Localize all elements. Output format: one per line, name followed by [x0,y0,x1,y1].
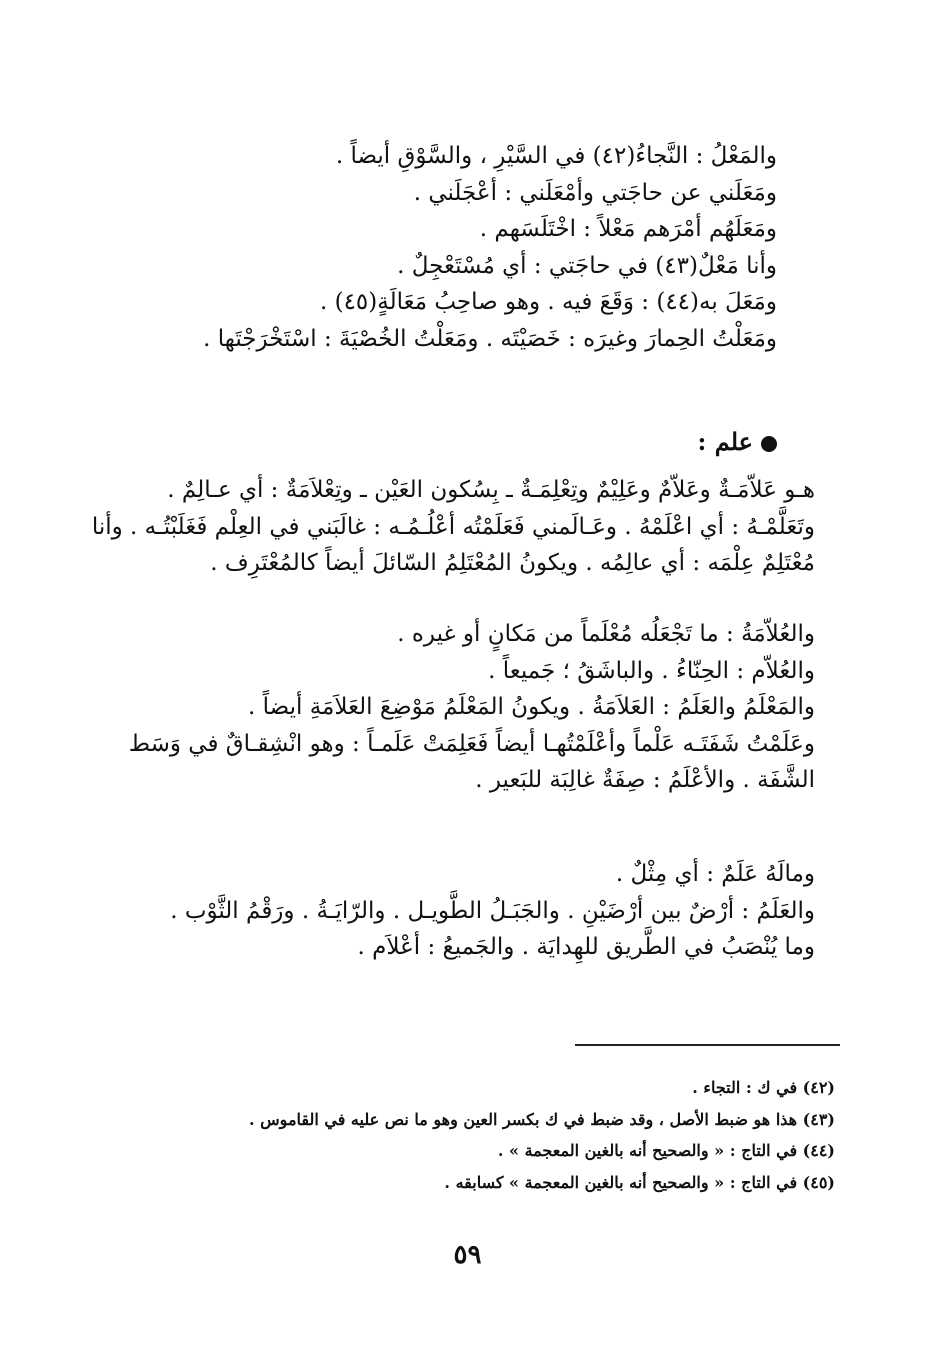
footnote: (٤٤) في التاج : « والصحيح أنه بالغين المعجمة » . [497,1141,835,1160]
footnote-divider [575,1044,840,1046]
text-line: وتَعَلَّمْـهُ : أي اعْلَمْهُ . وعَـالَمني فَعَلَمْتُه أعْلُـمُـه : غالَبَني في العِلْم فَغَلَبْتُـه . وأنا [91,513,815,540]
paragraph-alam [115,856,815,966]
text-line: هـو عَلاّمَـةٌ وعَلاّمٌ وعَلِيْمٌ وتِعْلِمَـةٌ ـ بِسُكون العَيْن ـ وتِعْلاَمَةٌ : أي عـالِمٌ . [167,477,815,503]
entry-mal-continuation [157,138,777,357]
text-line: وعَلَمْتُ شَفَتَـه عَلْماً وأعْلَمْتُهـا أيضاً فَعَلِمَتْ عَلَمـاً : وهو انْشِقـاقٌ في وَسَط [128,730,815,757]
entry-heading-alm [157,424,777,461]
paragraph-ullamah [115,616,815,799]
bullet-icon [761,436,777,452]
text-line: ومَعَلَني عن حاجَتي وأمْعَلَني : أعْجَلَني . [413,179,777,206]
page-number: ٥٩ [453,1240,482,1270]
text-line: ومَعَلْتُ الحِمارَ وغيرَه : خَصَيْتَه . ومَعَلْتُ الخُصْيَةَ : اسْتَخْرَجْتَها . [203,325,777,352]
footnote: (٤٥) في التاج : « والصحيح أنه بالغين المعجمة » كسابقه . [444,1172,835,1192]
text-line: مُعْتَلِمٌ عِلْمَه : أي عالِمُه . ويكونُ المُعْتَلِمُ السّائلَ أيضاً كالمُعْتَرِف . [210,550,815,576]
text-line: ومَعَلَ به(٤٤) : وَقَعَ فيه . وهو صاحِبُ مَعَالَةٍ(٤٥) . [319,289,777,315]
text-line: والعَلَمُ : أرْضٌ بين أرْضَيْنِ . والجَبَـلُ الطَّويـل . والرّايَـةُ . ورَقْمُ الثَّوْب . [170,897,815,924]
text-line: والمَعْلُ : النَّجاءُ(٤٢) في السَّيْرِ ، والسَّوْقِ أيضاً . [335,143,777,169]
text-line: والعُلاّم : الحِنّاءُ . والباشَقُ ؛ جَميعاً . [488,657,815,684]
text-line: الشَّفَة . والأعْلَمُ : صِفَةٌ غالِبَة للبَعير . [475,767,815,793]
footnotes [135,1072,835,1198]
text-line: ومالَهُ عَلَمٌ : أي مِثْلٌ . [615,861,815,887]
footnote: (٤٢) في ك : التجاء . [692,1078,835,1097]
text-line: والعُلاّمَةُ : ما تَجْعَلُه مُعْلَماً من مَكانٍ أو غيره . [397,621,815,647]
text-line: وما يُنْصَبُ في الطَّريق للهِدايَة . والجَميعُ : أعْلاَم . [357,934,815,960]
text-line: وأنا مَعْلٌ(٤٣) في حاجَتي : أي مُسْتَعْجِلٌ . [397,252,777,279]
text-line: ومَعَلَهُم أمْرَهم مَعْلاً : اخْتَلَسَهم . [479,216,777,242]
footnote: (٤٣) هذا هو ضبط الأصل ، وقد ضبط في ك بكسر العين وهو ما نص عليه في القاموس . [249,1109,835,1129]
entry-heading-text: علم : [697,427,753,456]
text-line: والمَعْلَمُ والعَلَمُ : العَلاَمَةُ . ويكونُ المَعْلَمُ مَوْضِعَ العَلاَمَةِ أيضاً . [248,694,815,720]
paragraph-alamah [91,472,815,582]
